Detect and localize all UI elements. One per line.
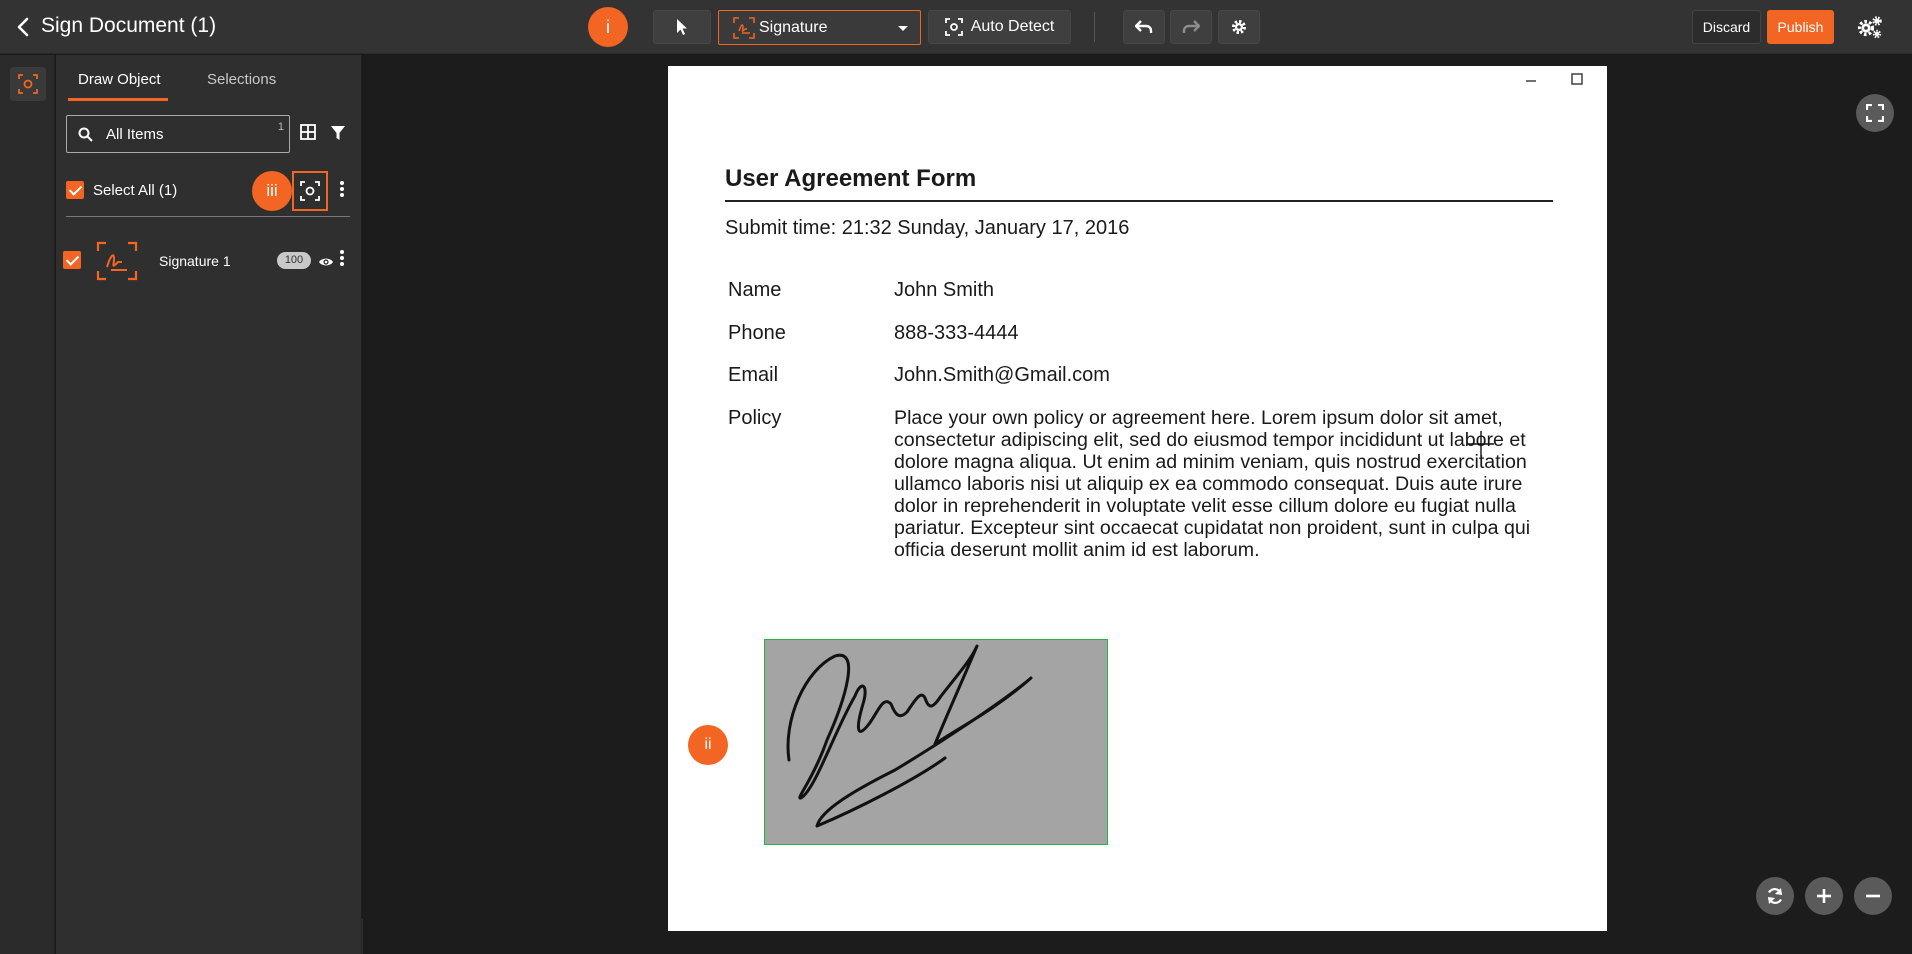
- item-label: Signature 1: [159, 253, 231, 269]
- publish-button[interactable]: Publish: [1767, 10, 1834, 44]
- handwritten-signature: [765, 640, 1109, 846]
- document-page: [668, 66, 1607, 931]
- scan-icon: [300, 181, 320, 201]
- chevron-down-icon: [898, 26, 908, 31]
- item-options-menu[interactable]: [339, 250, 345, 270]
- minimize-page-button[interactable]: [1525, 72, 1537, 88]
- refresh-button[interactable]: [1756, 877, 1794, 915]
- redo-button[interactable]: [1170, 10, 1212, 44]
- title-rule: [725, 200, 1553, 202]
- minus-icon: [1864, 887, 1882, 905]
- refresh-icon: [1765, 886, 1785, 906]
- field-label-policy: Policy: [728, 407, 782, 429]
- scan-icon: [945, 18, 963, 36]
- select-all-label: [93, 182, 177, 199]
- top-toolbar: [0, 0, 1912, 54]
- document-canvas[interactable]: [363, 55, 1912, 954]
- callout-marker-ii: ii: [688, 725, 728, 765]
- document-title: User Agreement Form: [725, 165, 977, 192]
- filter-icon: [330, 125, 346, 141]
- tool-type-select[interactable]: [718, 10, 921, 45]
- search-icon: [78, 127, 93, 142]
- expand-icon: [1866, 104, 1884, 122]
- select-all-text: Select All: [93, 182, 155, 199]
- select-tool-button[interactable]: [653, 10, 711, 44]
- field-value-phone: 888-333-4444: [894, 322, 1019, 344]
- side-panel: [56, 55, 362, 954]
- field-label-name: Name: [728, 279, 782, 301]
- field-label-phone: Phone: [728, 322, 786, 344]
- auto-detect-button[interactable]: [928, 10, 1071, 44]
- detect-selected-button[interactable]: [292, 171, 328, 211]
- settings-button[interactable]: [1218, 10, 1260, 44]
- tab-selections[interactable]: Selections: [207, 71, 277, 88]
- field-value-email: John.Smith@Gmail.com: [894, 364, 1110, 386]
- undo-button[interactable]: [1123, 10, 1165, 44]
- field-label-email: Email: [728, 364, 779, 386]
- field-value-name: John Smith: [894, 279, 995, 301]
- callout-marker-i: i: [588, 7, 628, 47]
- field-value-policy: Place your own policy or agreement here. Lorem ipsum dolor sit amet, consectetur adipiscing elit, sed do eiusmod tempor incididunt ut labore et dolore magna aliqua. Ut enim ad minim veniam, quis nostrud exercitation ullamco laboris nisi ut aliquip ex ea commodo consequat. Duis aute irure dolor in reprehenderit in voluptate velit esse cillum dolore eu fugiat nulla pariatur. Excepteur sint occaecat cupidatat non proident, sunt in culpa qui officia deserunt mollit anim id est laborum.: [894, 407, 1531, 561]
- submit-time: Submit time: 21:32 Sunday, January 17, 2016: [725, 217, 1130, 239]
- fullscreen-button[interactable]: [1856, 94, 1894, 132]
- eye-icon: [318, 256, 334, 268]
- advanced-settings-button[interactable]: [1856, 14, 1884, 45]
- pointer-icon: [674, 18, 690, 36]
- discard-button[interactable]: Discard: [1692, 10, 1761, 44]
- zoom-out-button[interactable]: [1854, 877, 1892, 915]
- filter-button[interactable]: [330, 125, 346, 146]
- gear-icon: [1230, 18, 1248, 36]
- gears-icon: [1856, 14, 1884, 40]
- select-all-checkbox[interactable]: [66, 181, 84, 199]
- list-options-menu[interactable]: [339, 181, 345, 201]
- scan-icon: [18, 74, 38, 94]
- item-checkbox[interactable]: [63, 251, 81, 269]
- confidence-badge: 100: [277, 252, 311, 269]
- maximize-page-button[interactable]: [1571, 72, 1583, 88]
- redo-icon: [1182, 19, 1200, 35]
- search-count: 1: [277, 121, 284, 133]
- maximize-icon: [1571, 73, 1583, 85]
- signature-object-icon: [96, 241, 138, 281]
- page-title: Sign Document (1): [41, 14, 217, 37]
- grid-view-button[interactable]: [299, 123, 317, 146]
- minimize-icon: [1525, 73, 1537, 85]
- list-divider: [66, 216, 350, 217]
- tool-type-value: Signature: [759, 19, 828, 36]
- toolbar-divider: [1094, 12, 1095, 42]
- auto-detect-label: Auto Detect: [970, 18, 1055, 35]
- plus-icon: [1815, 887, 1833, 905]
- active-tab-indicator: [68, 98, 168, 101]
- undo-icon: [1135, 19, 1153, 35]
- zoom-in-button[interactable]: [1805, 877, 1843, 915]
- grid-icon: [299, 123, 317, 141]
- search-input[interactable]: [66, 115, 290, 153]
- signature-icon: [733, 17, 755, 39]
- select-all-count: (1): [158, 182, 178, 199]
- visibility-toggle[interactable]: [318, 255, 334, 273]
- callout-marker-iii: iii: [252, 171, 292, 211]
- signature-selection-box[interactable]: [764, 639, 1108, 845]
- crosshair-cursor: [1468, 431, 1494, 462]
- chevron-left-icon: [12, 14, 34, 40]
- back-button[interactable]: [12, 14, 34, 40]
- search-value: All Items: [106, 126, 164, 143]
- left-rail: [0, 55, 55, 954]
- draw-object-rail-button[interactable]: [10, 67, 46, 101]
- tab-draw-object[interactable]: Draw Object: [78, 71, 161, 88]
